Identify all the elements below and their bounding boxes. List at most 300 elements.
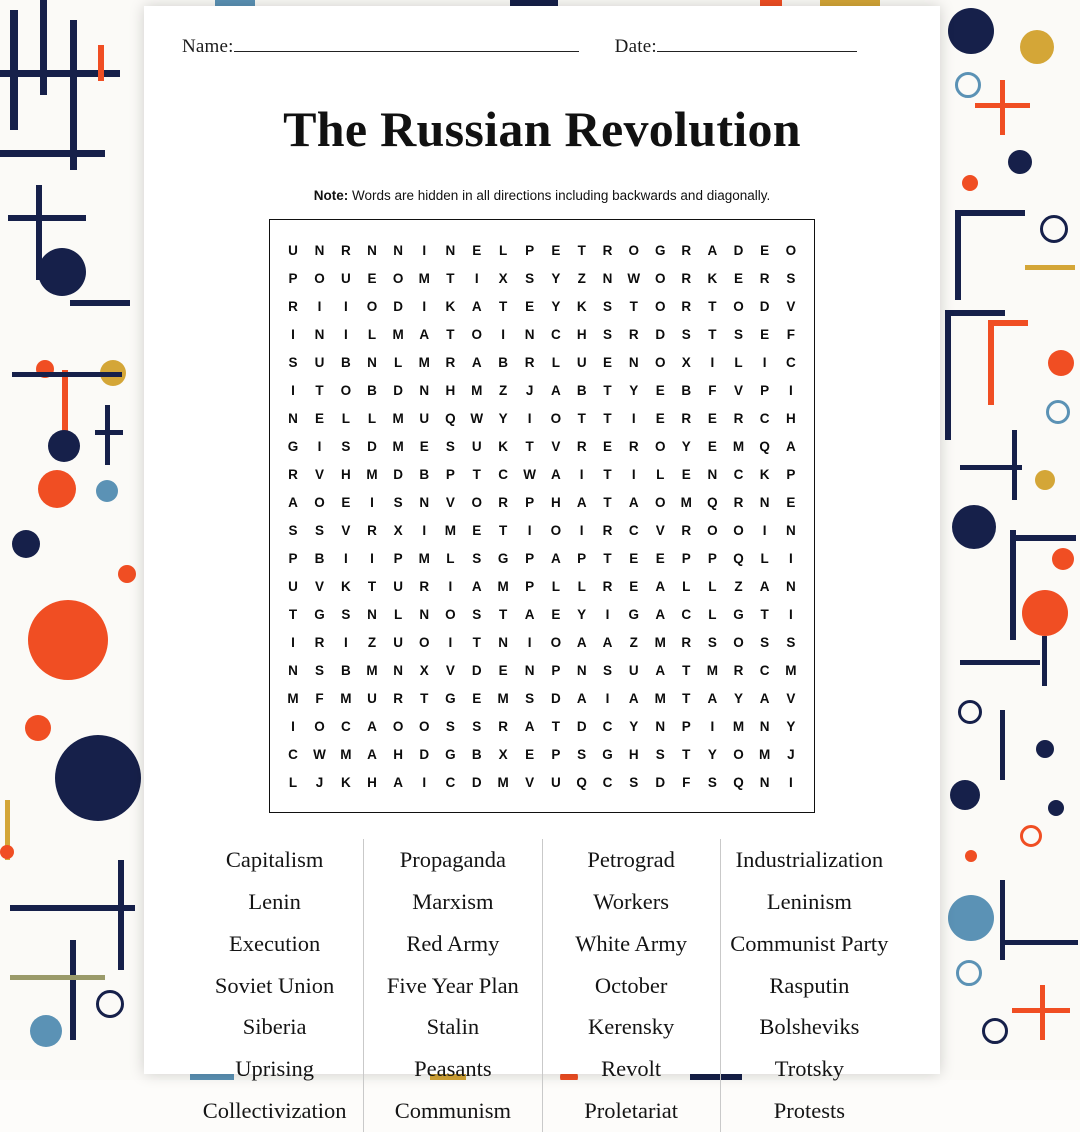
letter-cell[interactable]: L [446,550,455,566]
letter-cell[interactable]: R [602,242,613,258]
letter-cell[interactable]: A [524,606,535,622]
letter-cell[interactable]: M [340,690,352,706]
letter-cell[interactable]: R [341,242,351,258]
word-item[interactable]: Petrograd [587,847,675,872]
letter-cell[interactable]: N [707,466,718,482]
letter-cell[interactable]: A [655,578,666,594]
letter-cell[interactable]: O [785,242,797,258]
letter-cell[interactable]: A [785,438,796,454]
letter-cell[interactable]: R [576,438,587,454]
letter-cell[interactable]: W [523,466,536,482]
letter-cell[interactable]: R [498,494,509,510]
letter-cell[interactable]: L [577,578,586,594]
letter-cell[interactable]: B [681,382,692,398]
letter-cell[interactable]: O [654,270,666,286]
letter-cell[interactable]: G [602,746,613,762]
letter-cell[interactable]: T [603,466,612,482]
letter-cell[interactable]: M [759,746,771,762]
letter-cell[interactable]: W [313,746,326,762]
letter-cell[interactable]: T [420,690,429,706]
letter-cell[interactable]: N [314,242,325,258]
letter-cell[interactable]: I [344,634,348,650]
letter-cell[interactable]: Z [629,634,638,650]
letter-cell[interactable]: G [445,690,456,706]
letter-cell[interactable]: S [602,298,612,314]
letter-cell[interactable]: S [393,494,403,510]
letter-cell[interactable]: C [733,466,744,482]
letter-cell[interactable]: O [366,298,378,314]
letter-cell[interactable]: O [418,634,430,650]
letter-cell[interactable]: S [341,606,351,622]
letter-cell[interactable]: N [367,354,377,370]
letter-cell[interactable]: A [367,746,377,762]
letter-cell[interactable]: T [499,522,508,538]
letter-cell[interactable]: E [707,410,717,426]
letter-cell[interactable]: E [525,746,535,762]
letter-cell[interactable]: Q [759,438,770,454]
word-item[interactable]: Five Year Plan [386,972,519,998]
letter-cell[interactable]: M [680,494,692,510]
letter-cell[interactable]: I [422,774,427,790]
letter-cell[interactable]: E [602,354,612,370]
letter-cell[interactable]: I [291,326,295,342]
letter-cell[interactable]: R [681,242,692,258]
letter-cell[interactable]: V [341,522,351,538]
letter-cell[interactable]: E [472,242,482,258]
letter-cell[interactable]: S [734,326,744,342]
letter-cell[interactable]: E [602,438,612,454]
letter-cell[interactable]: D [393,382,403,398]
letter-cell[interactable]: Y [577,606,587,622]
letter-cell[interactable]: S [288,522,298,538]
letter-cell[interactable]: S [602,662,612,678]
letter-cell[interactable]: A [367,718,377,734]
word-item[interactable]: Trotsky [774,1056,844,1082]
letter-cell[interactable]: E [419,438,429,454]
letter-cell[interactable]: C [551,326,561,342]
word-item[interactable]: Revolt [601,1056,662,1082]
letter-cell[interactable]: N [419,382,430,398]
letter-cell[interactable]: M [785,662,797,678]
letter-cell[interactable]: E [629,578,639,594]
word-item[interactable]: Marxism [412,888,494,914]
letter-cell[interactable]: I [631,466,636,482]
letter-cell[interactable]: X [498,270,508,286]
letter-cell[interactable]: S [314,662,324,678]
letter-cell[interactable]: M [392,438,404,454]
letter-cell[interactable]: D [655,326,666,342]
letter-cell[interactable]: T [446,270,455,286]
letter-cell[interactable]: I [762,354,767,370]
letter-cell[interactable]: E [367,270,377,286]
letter-cell[interactable]: T [446,326,455,342]
letter-cell[interactable]: I [317,298,322,314]
letter-cell[interactable]: P [551,746,561,762]
letter-cell[interactable]: A [576,690,587,706]
letter-cell[interactable]: L [734,354,743,370]
letter-cell[interactable]: M [340,746,352,762]
letter-cell[interactable]: O [392,270,404,286]
word-item[interactable]: Lenin [248,888,301,914]
letter-cell[interactable]: E [655,382,665,398]
letter-cell[interactable]: X [393,522,403,538]
letter-cell[interactable]: I [605,606,610,622]
letter-cell[interactable]: C [341,718,351,734]
letter-cell[interactable]: U [314,354,325,370]
letter-cell[interactable]: B [471,746,482,762]
letter-cell[interactable]: D [393,298,403,314]
letter-cell[interactable]: S [655,746,665,762]
letter-cell[interactable]: Q [733,550,744,566]
letter-cell[interactable]: E [498,662,508,678]
letter-cell[interactable]: I [527,522,532,538]
letter-cell[interactable]: E [707,438,717,454]
letter-cell[interactable]: R [288,466,298,482]
letter-cell[interactable]: R [733,662,744,678]
letter-cell[interactable]: P [786,466,796,482]
letter-cell[interactable]: T [603,550,612,566]
letter-cell[interactable]: L [708,578,717,594]
letter-cell[interactable]: D [576,718,587,734]
letter-cell[interactable]: N [288,410,298,426]
letter-cell[interactable]: E [341,494,351,510]
letter-cell[interactable]: E [551,242,561,258]
word-item[interactable]: Red Army [406,930,500,956]
letter-cell[interactable]: N [759,718,770,734]
letter-cell[interactable]: J [525,382,534,398]
letter-cell[interactable]: E [655,410,665,426]
letter-cell[interactable]: N [393,242,403,258]
letter-cell[interactable]: A [393,774,403,790]
letter-cell[interactable]: D [733,242,744,258]
letter-cell[interactable]: O [418,718,430,734]
letter-cell[interactable]: Y [734,690,744,706]
letter-cell[interactable]: D [551,690,561,706]
letter-cell[interactable]: S [472,718,482,734]
letter-cell[interactable]: E [472,690,482,706]
letter-cell[interactable]: O [654,494,666,510]
letter-cell[interactable]: O [445,606,456,622]
letter-cell[interactable]: A [707,690,718,706]
letter-cell[interactable]: K [445,298,456,314]
letter-cell[interactable]: I [501,326,506,342]
letter-cell[interactable]: Z [499,382,508,398]
letter-cell[interactable]: G [628,606,640,622]
letter-cell[interactable]: M [418,270,430,286]
letter-cell[interactable]: N [576,662,587,678]
letter-cell[interactable]: S [472,550,482,566]
letter-cell[interactable]: P [525,550,535,566]
letter-cell[interactable]: K [576,298,587,314]
letter-cell[interactable]: D [759,298,770,314]
letter-cell[interactable]: A [419,326,430,342]
letter-cell[interactable]: W [470,410,484,426]
letter-cell[interactable]: C [288,746,298,762]
letter-cell[interactable]: A [602,634,613,650]
letter-cell[interactable]: T [708,298,717,314]
letter-cell[interactable]: K [759,466,770,482]
letter-cell[interactable]: S [445,438,455,454]
word-item[interactable]: Capitalism [225,847,324,872]
word-item[interactable]: Rasputin [769,972,850,998]
letter-cell[interactable]: S [629,774,639,790]
letter-cell[interactable]: E [655,550,665,566]
letter-cell[interactable]: G [287,438,299,454]
letter-cell[interactable]: M [418,354,430,370]
letter-cell[interactable]: T [682,662,691,678]
letter-cell[interactable]: T [629,298,638,314]
letter-cell[interactable]: G [314,606,325,622]
word-item[interactable]: Proletariat [584,1098,678,1124]
letter-cell[interactable]: H [393,746,403,762]
letter-cell[interactable]: I [788,606,793,622]
letter-cell[interactable]: G [445,746,456,762]
letter-cell[interactable]: I [317,438,322,454]
letter-cell[interactable]: P [288,270,298,286]
letter-cell[interactable]: R [681,298,692,314]
letter-cell[interactable]: V [734,382,744,398]
letter-cell[interactable]: B [341,354,351,370]
letter-cell[interactable]: O [471,326,483,342]
letter-cell[interactable]: V [655,522,665,538]
letter-cell[interactable]: N [288,662,298,678]
letter-cell[interactable]: I [527,634,532,650]
word-item[interactable]: Protests [773,1098,845,1124]
letter-cell[interactable]: L [708,606,717,622]
letter-cell[interactable]: O [550,634,562,650]
letter-cell[interactable]: R [288,298,298,314]
letter-cell[interactable]: T [708,326,717,342]
letter-cell[interactable]: H [367,774,377,790]
letter-cell[interactable]: V [445,662,455,678]
letter-cell[interactable]: N [524,326,535,342]
letter-cell[interactable]: U [288,242,298,258]
letter-cell[interactable]: A [551,382,561,398]
letter-cell[interactable]: R [524,354,535,370]
letter-cell[interactable]: I [448,578,453,594]
letter-cell[interactable]: E [314,410,324,426]
letter-cell[interactable]: A [655,662,666,678]
letter-cell[interactable]: I [474,270,479,286]
letter-cell[interactable]: U [393,634,403,650]
letter-cell[interactable]: C [785,354,796,370]
letter-cell[interactable]: O [654,438,666,454]
letter-cell[interactable]: I [370,550,374,566]
letter-cell[interactable]: A [707,242,718,258]
letter-cell[interactable]: J [787,746,795,762]
letter-cell[interactable]: Q [445,410,456,426]
letter-cell[interactable]: T [499,606,508,622]
letter-cell[interactable]: E [551,606,561,622]
letter-cell[interactable]: O [654,298,666,314]
letter-cell[interactable]: X [681,354,691,370]
word-search-grid[interactable] [269,219,815,813]
letter-cell[interactable]: N [445,242,456,258]
letter-cell[interactable]: M [497,690,509,706]
letter-cell[interactable]: Y [629,718,639,734]
letter-cell[interactable]: S [341,438,351,454]
letter-cell[interactable]: P [525,242,535,258]
word-item[interactable]: Workers [593,888,669,914]
letter-cell[interactable]: D [393,466,403,482]
letter-cell[interactable]: N [393,662,403,678]
letter-cell[interactable]: F [315,690,324,706]
letter-cell[interactable]: N [759,774,770,790]
date-input-line[interactable] [657,51,857,52]
letter-cell[interactable]: N [524,662,535,678]
letter-cell[interactable]: B [314,550,325,566]
letter-cell[interactable]: I [762,522,767,538]
letter-cell[interactable]: P [551,662,561,678]
letter-cell[interactable]: V [551,438,561,454]
letter-cell[interactable]: C [498,466,509,482]
letter-cell[interactable]: S [472,606,482,622]
letter-cell[interactable]: B [576,382,587,398]
letter-cell[interactable]: U [628,662,639,678]
letter-cell[interactable]: L [656,466,665,482]
letter-cell[interactable]: S [707,774,717,790]
letter-cell[interactable]: A [628,494,639,510]
letter-cell[interactable]: O [733,634,744,650]
letter-cell[interactable]: E [760,326,770,342]
letter-cell[interactable]: H [785,410,796,426]
letter-cell[interactable]: M [497,774,509,790]
letter-cell[interactable]: S [760,634,770,650]
letter-cell[interactable]: H [628,746,639,762]
letter-cell[interactable]: I [344,298,348,314]
letter-cell[interactable]: A [576,494,587,510]
letter-cell[interactable]: L [341,410,351,426]
letter-cell[interactable]: A [759,578,770,594]
word-item[interactable]: Siberia [242,1014,307,1040]
letter-cell[interactable]: T [603,382,612,398]
letter-cell[interactable]: A [551,550,561,566]
letter-cell[interactable]: X [419,662,429,678]
letter-cell[interactable]: U [393,578,403,594]
letter-cell[interactable]: R [681,270,692,286]
letter-cell[interactable]: S [445,718,455,734]
letter-cell[interactable]: T [551,718,560,734]
letter-cell[interactable]: I [344,550,348,566]
letter-cell[interactable]: I [422,242,427,258]
letter-cell[interactable]: K [341,578,351,594]
letter-cell[interactable]: V [314,466,324,482]
letter-cell[interactable]: F [708,382,717,398]
letter-cell[interactable]: Y [786,718,796,734]
word-item[interactable]: Propaganda [399,847,506,872]
letter-cell[interactable]: X [498,746,508,762]
word-item[interactable]: Communist Party [730,930,889,956]
letter-cell[interactable]: P [393,550,403,566]
letter-cell[interactable]: Z [734,578,743,594]
letter-cell[interactable]: Z [577,270,586,286]
letter-cell[interactable]: T [499,298,508,314]
letter-cell[interactable]: L [367,326,377,342]
letter-cell[interactable]: R [733,410,744,426]
letter-cell[interactable]: M [287,690,299,706]
letter-cell[interactable]: S [525,270,535,286]
letter-cell[interactable]: S [707,634,717,650]
letter-cell[interactable]: E [734,270,744,286]
letter-cell[interactable]: O [471,494,483,510]
word-item[interactable]: White Army [575,930,688,956]
letter-cell[interactable]: I [710,354,715,370]
word-item[interactable]: Execution [229,930,321,956]
letter-cell[interactable]: T [367,578,377,594]
letter-cell[interactable]: T [288,606,298,622]
letter-cell[interactable]: O [550,522,562,538]
letter-cell[interactable]: S [681,326,691,342]
letter-cell[interactable]: E [629,550,639,566]
letter-cell[interactable]: R [759,270,770,286]
letter-cell[interactable]: C [628,522,639,538]
letter-cell[interactable]: L [288,774,298,790]
letter-cell[interactable]: A [628,690,639,706]
letter-cell[interactable]: M [471,382,483,398]
letter-cell[interactable]: Y [681,438,691,454]
word-item[interactable]: Leninism [766,888,852,914]
letter-cell[interactable]: Q [733,774,744,790]
letter-cell[interactable]: P [525,494,535,510]
letter-cell[interactable]: M [732,438,745,454]
letter-cell[interactable]: U [367,690,377,706]
letter-cell[interactable]: R [681,410,692,426]
letter-cell[interactable]: P [681,718,691,734]
letter-cell[interactable]: C [445,774,456,790]
letter-cell[interactable]: N [419,606,430,622]
letter-cell[interactable]: S [602,326,612,342]
letter-cell[interactable]: P [707,550,717,566]
word-item[interactable]: Uprising [235,1056,314,1082]
letter-cell[interactable]: B [419,466,430,482]
letter-cell[interactable]: O [550,410,562,426]
letter-cell[interactable]: M [497,578,509,594]
letter-cell[interactable]: P [577,550,587,566]
letter-cell[interactable]: R [419,578,430,594]
letter-cell[interactable]: N [602,270,613,286]
letter-cell[interactable]: Y [629,382,639,398]
letter-cell[interactable]: B [367,382,377,398]
letter-cell[interactable]: U [341,270,351,286]
letter-cell[interactable]: I [370,494,374,510]
letter-cell[interactable]: N [367,242,377,258]
letter-cell[interactable]: T [682,746,691,762]
letter-cell[interactable]: I [579,466,584,482]
letter-cell[interactable]: Y [551,270,561,286]
letter-cell[interactable]: R [367,522,377,538]
word-item[interactable]: Industrialization [735,847,884,872]
letter-cell[interactable]: L [367,410,377,426]
letter-cell[interactable]: D [655,774,666,790]
letter-cell[interactable]: O [314,494,325,510]
letter-cell[interactable]: M [392,326,404,342]
letter-cell[interactable]: M [366,466,378,482]
letter-cell[interactable]: L [393,606,403,622]
letter-cell[interactable]: M [732,718,745,734]
letter-cell[interactable]: C [602,774,613,790]
letter-cell[interactable]: P [445,466,455,482]
letter-cell[interactable]: N [498,634,509,650]
letter-cell[interactable]: U [551,774,561,790]
letter-cell[interactable]: N [759,494,770,510]
letter-cell[interactable]: N [314,326,325,342]
letter-cell[interactable]: L [393,354,403,370]
letter-cell[interactable]: T [603,494,612,510]
letter-cell[interactable]: Z [367,634,377,650]
letter-cell[interactable]: A [524,718,535,734]
letter-cell[interactable]: O [628,242,640,258]
letter-cell[interactable]: R [602,578,613,594]
